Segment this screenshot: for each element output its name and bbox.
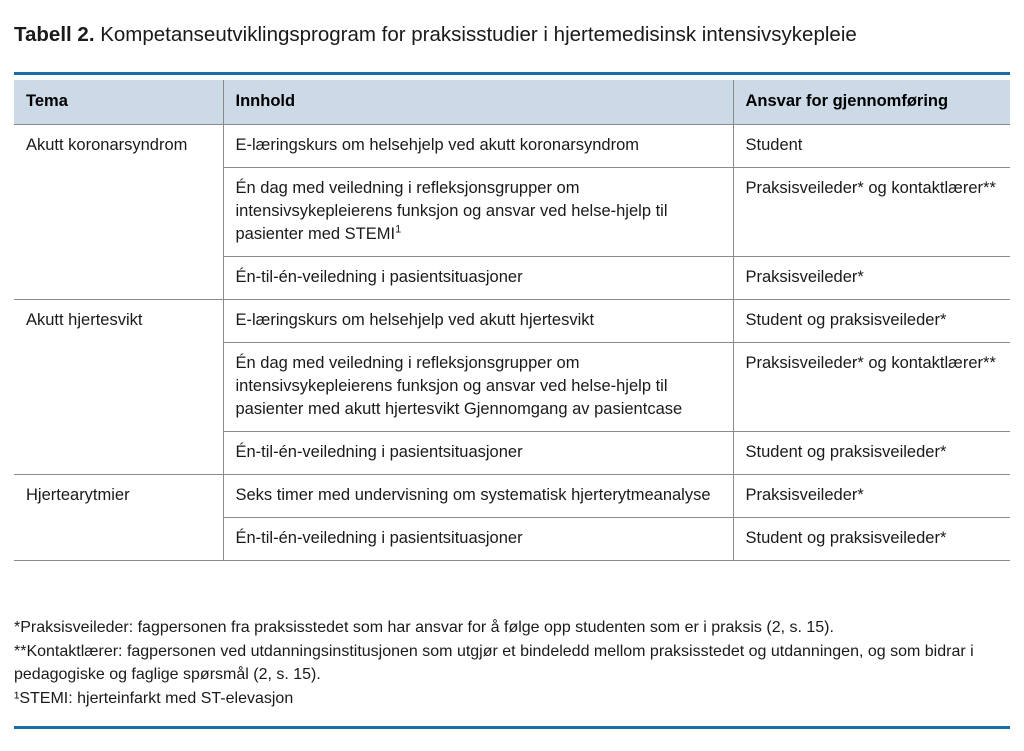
cell-ansvar: Praksisveileder* og kontaktlærer**	[733, 167, 1010, 256]
table-row	[14, 517, 1010, 560]
footnote-kontaktlaerer: **Kontaktlærer: fagpersonen ved utdanningsinstitusjonen som utgjør et bindeledd mellom praksisstedet og utdanningen, og som bidrar i pedagogiske og faglige spørsmål (2, s. 15).	[14, 642, 974, 683]
table-row	[14, 342, 1010, 431]
cell-tema: Akutt koronarsyndrom	[14, 124, 223, 167]
table-row	[14, 256, 1010, 299]
table-row	[14, 474, 1010, 517]
cell-tema	[14, 517, 223, 560]
cell-tema	[14, 342, 223, 431]
table-head	[14, 80, 1010, 124]
cell-ansvar: Praksisveileder* og kontaktlærer**	[733, 342, 1010, 431]
table-container	[14, 80, 1010, 561]
cell-innhold: Seks timer med undervisning om systematisk hjerterytmeanalyse	[223, 474, 733, 517]
cell-tema: Hjertearytmier	[14, 474, 223, 517]
cell-innhold	[223, 167, 733, 256]
top-rule	[14, 72, 1010, 75]
cell-ansvar: Student og praksisveileder*	[733, 431, 1010, 474]
footnotes-block	[14, 616, 1010, 710]
cell-innhold-text: Én dag med veiledning i refleksjonsgrupper om intensivsykepleierens funksjon og ansvar ved helse-hjelp til pasienter med STEMI	[235, 178, 668, 243]
cell-ansvar: Student og praksisveileder*	[733, 299, 1010, 342]
cell-innhold: E-læringskurs om helsehjelp ved akutt hjertesvikt	[223, 299, 733, 342]
cell-ansvar: Student	[733, 124, 1010, 167]
table-caption	[14, 22, 1010, 48]
cell-ansvar: Praksisveileder*	[733, 474, 1010, 517]
cell-tema	[14, 256, 223, 299]
caption-label: Tabell 2.	[14, 23, 95, 46]
cell-innhold: E-læringskurs om helsehjelp ved akutt koronarsyndrom	[223, 124, 733, 167]
cell-innhold: Én-til-én-veiledning i pasientsituasjoner	[223, 517, 733, 560]
column-header-innhold: Innhold	[223, 80, 733, 124]
cell-tema	[14, 167, 223, 256]
cell-tema: Akutt hjertesvikt	[14, 299, 223, 342]
cell-ansvar: Student og praksisveileder*	[733, 517, 1010, 560]
caption-text: Kompetanseutviklingsprogram for praksisstudier i hjertemedisinsk intensivsykepleie	[94, 23, 857, 46]
column-header-ansvar: Ansvar for gjennomføring	[733, 80, 1010, 124]
column-header-tema: Tema	[14, 80, 223, 124]
table-body	[14, 124, 1010, 560]
footnote-praksisveileder: *Praksisveileder: fagpersonen fra praksisstedet som har ansvar for å følge opp studenten som er i praksis (2, s. 15).	[14, 619, 834, 636]
cell-tema	[14, 431, 223, 474]
cell-ansvar: Praksisveileder*	[733, 256, 1010, 299]
table-row	[14, 299, 1010, 342]
competence-program-table	[14, 80, 1010, 561]
bottom-rule	[14, 726, 1010, 729]
footnote-marker-stemi: 1	[395, 223, 402, 235]
table-row	[14, 167, 1010, 256]
cell-innhold: Én-til-én-veiledning i pasientsituasjoner	[223, 431, 733, 474]
table-row	[14, 431, 1010, 474]
table-row	[14, 124, 1010, 167]
cell-innhold: Én dag med veiledning i refleksjonsgrupper om intensivsykepleierens funksjon og ansvar ved helse-hjelp til pasienter med akutt hjertesvikt Gjennomgang av pasientcase	[223, 342, 733, 431]
cell-innhold: Én-til-én-veiledning i pasientsituasjoner	[223, 256, 733, 299]
table-header-row	[14, 80, 1010, 124]
footnote-stemi: ¹STEMI: hjerteinfarkt med ST-elevasjon	[14, 689, 294, 707]
